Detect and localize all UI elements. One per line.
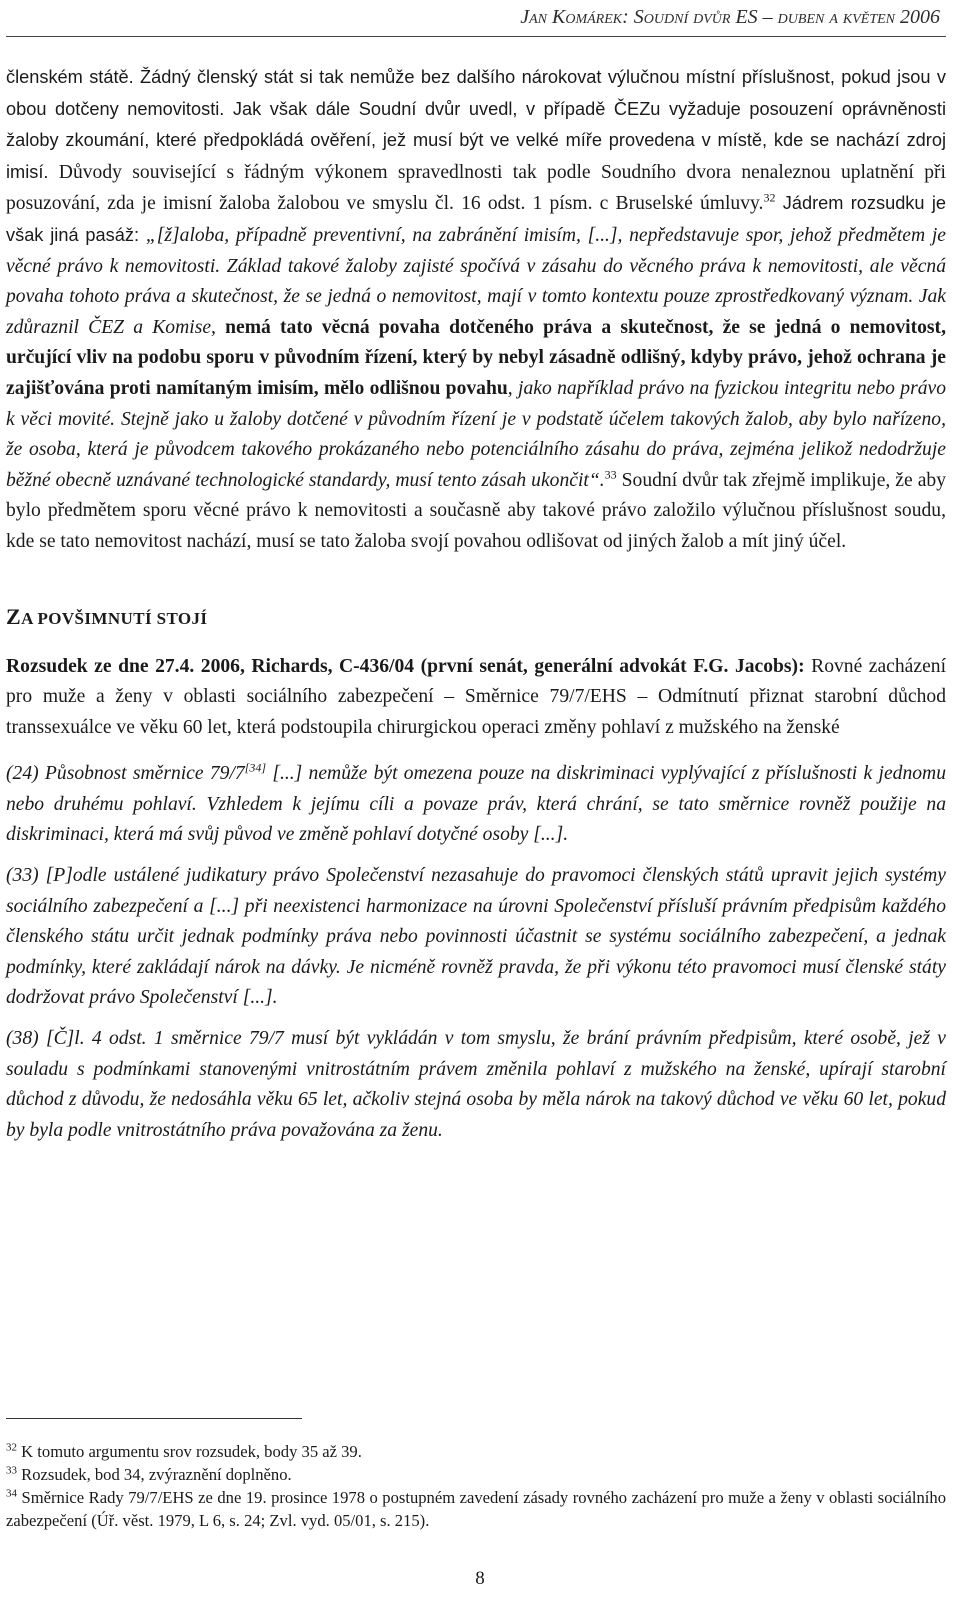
- quote-paragraph-38: (38) [Č]l. 4 odst. 1 směrnice 79/7 musí být vykládán v tom smyslu, že brání právním předpisům, které osobě, jež v souladu s podmínkami stanovenými vnitrostátním právem změnila pohlaví z mužského na ženské, upírají starobní důchod z důvodu, že nedosáhla věku 65 let, ačkoliv stejná osoba by měla nárok na takový důchod ve věku 60 let, pokud by byla podle vnitrostátního práva považována za ženu.: [6, 1028, 946, 1141]
- footnote-34: [6, 1486, 946, 1532]
- para-text-3: Jádrem rozsudku je však jiná pasáž:: [6, 193, 946, 245]
- para-text-2: Důvody související s řádným výkonem spravedlnosti tak podle Soudního dvora nenaleznou uplatnění při posuzování, zda je imisní žaloba žalobou ve smyslu čl. 16 odst. 1 písm. c Bruselské úmluvy.: [6, 161, 946, 215]
- para-text-1: členském státě. Žádný členský stát si tak nemůže bez dalšího nárokovat výlučnou místní příslušnost, pokud jsou v obou dotčeny nemovitosti. Jak však dále Soudní dvůr uvedl, v případě ČEZu vyžaduje posouzení oprávněnosti žaloby zkoumání, které předpokládá ověření, jež musí být ve velké míře provedena v místě, kde se nachází zdroj imisí.: [6, 67, 946, 182]
- footnote-number: 34: [6, 1487, 17, 1500]
- footnote-ref-33[interactable]: 33: [604, 467, 617, 482]
- quote-text-2: , jako například právo na fyzickou integritu nebo právo k věci movité. Stejně jako u žaloby dotčené v původním řízení je v podstatě účelem takových žalob, aby bylo nařízeno, že osoba, která je původcem takového prokázaného nebo potenciálního zásahu do práva, zejména jelikož nedodržuje běžné obecně uznávané technologické standardy, musí tento zásah ukončit“.: [6, 377, 946, 491]
- page-number: 8: [475, 1568, 485, 1589]
- case-summary: [6, 652, 946, 744]
- footnote-text: K tomuto argumentu srov rozsudek, body 35 až 39.: [17, 1442, 362, 1461]
- quote-text-1: „[ž]aloba, případně preventivní, na zabránění imisím, [...], nepředstavuje spor, jehož předmětem je věcné právo k nemovitosti. Základ takové žaloby zajisté spočívá v zásahu do věcného práva k nemovitosti, ale věcná povaha tohoto práva a skutečnost, že se jedná o nemovitost, mají v tomto kontextu pouze zprostředkovaný význam. Jak zdůraznil ČEZ a Komise,: [6, 224, 946, 338]
- footnote-number: 33: [6, 1464, 17, 1477]
- case-title: Rozsudek ze dne 27.4. 2006, Richards, C-436/04 (první senát, generální advokát F.G. Jacobs):: [6, 655, 805, 677]
- header-author: Jan Komárek: [520, 6, 623, 28]
- footnote-number: 32: [6, 1441, 17, 1454]
- quote-paragraph-24: [6, 759, 946, 851]
- footnote-separator: [6, 1418, 302, 1419]
- footnote-ref-32[interactable]: 32: [763, 190, 776, 205]
- header-title: Soudní dvůr ES – duben a květen 2006: [633, 6, 940, 28]
- case-description: Rovné zacházení pro muže a ženy v oblasti sociálního zabezpečení – Směrnice 79/7/EHS – Odmítnutí přiznat starobní důchod transsexuálce ve věku 60 let, která podstoupila chirurgickou operaci změny pohlaví z mužského na ženské: [6, 655, 947, 738]
- quote-paragraph-33: (33) [P]odle ustálené judikatury právo Společenství nezasahuje do pravomoci členských států upravit jejich systémy sociálního zabezpečení a [...] při neexistenci harmonizace na úrovni Společenství přísluší právním předpisům každého členského státu určit jednak podmínky práva nebo povinnosti účastnit se systému sociálního zabezpečení, a jednak podmínky, které zakládají nárok na dávky. Je nicméně rovněž pravda, že při výkonu této pravomoci musí členské státy dodržovat právo Společenství [...].: [6, 865, 946, 1009]
- footnote-32: [6, 1440, 946, 1463]
- quote-24-text-a: (24) Působnost směrnice 79/7: [6, 763, 245, 785]
- footnote-ref-34[interactable]: [34]: [244, 760, 267, 775]
- footnote-text: Směrnice Rady 79/7/EHS ze dne 19. prosince 1978 o postupném zavedení zásady rovného zacházení pro muže a ženy v oblasti sociálního zabezpečení (Úř. věst. 1979, L 6, s. 24; Zvl. vyd. 05/01, s. 215).: [6, 1488, 946, 1530]
- running-header: [6, 2, 946, 37]
- section-heading-initial: Z: [6, 603, 22, 629]
- section-heading: [6, 604, 946, 630]
- paragraph-cez: [6, 62, 946, 558]
- section-heading-rest: A POVŠIMNUTÍ STOJÍ: [21, 608, 208, 628]
- quote-bold-emphasis: nemá tato věcná povaha dotčeného práva a skutečnost, že se jedná o nemovitost, určující vliv na podobu sporu v původním řízení, který by nebyl zásadně odlišný, kdyby právo, jehož ochrana je zajišťována proti namítaným imisím, mělo odlišnou povahu: [6, 316, 946, 399]
- footnote-text: Rozsudek, bod 34, zvýraznění doplněno.: [17, 1465, 292, 1484]
- footnotes: [6, 1440, 946, 1532]
- page-content: [6, 62, 946, 1146]
- para-text-4: Soudní dvůr tak zřejmě implikuje, že aby bylo předmětem sporu věcné právo k nemovitosti a současně aby takové právo založilo výlučnou příslušnost soudu, kde se tato nemovitost nachází, musí se tato žaloba svojí povahou odlišovat od jiných žalob a mít jiný účel.: [6, 469, 946, 552]
- footnote-33: [6, 1463, 946, 1486]
- header-separator: :: [622, 6, 634, 28]
- quote-24-text-b: [...] nemůže být omezena pouze na diskriminaci vyplývající z příslušnosti k jednomu nebo druhému pohlaví. Vzhledem k jejímu cíli a povaze práv, která chrání, se tato směrnice rovněž použije na diskriminaci, která má svůj původ ve změně pohlaví dotyčné osoby [...].: [6, 763, 946, 846]
